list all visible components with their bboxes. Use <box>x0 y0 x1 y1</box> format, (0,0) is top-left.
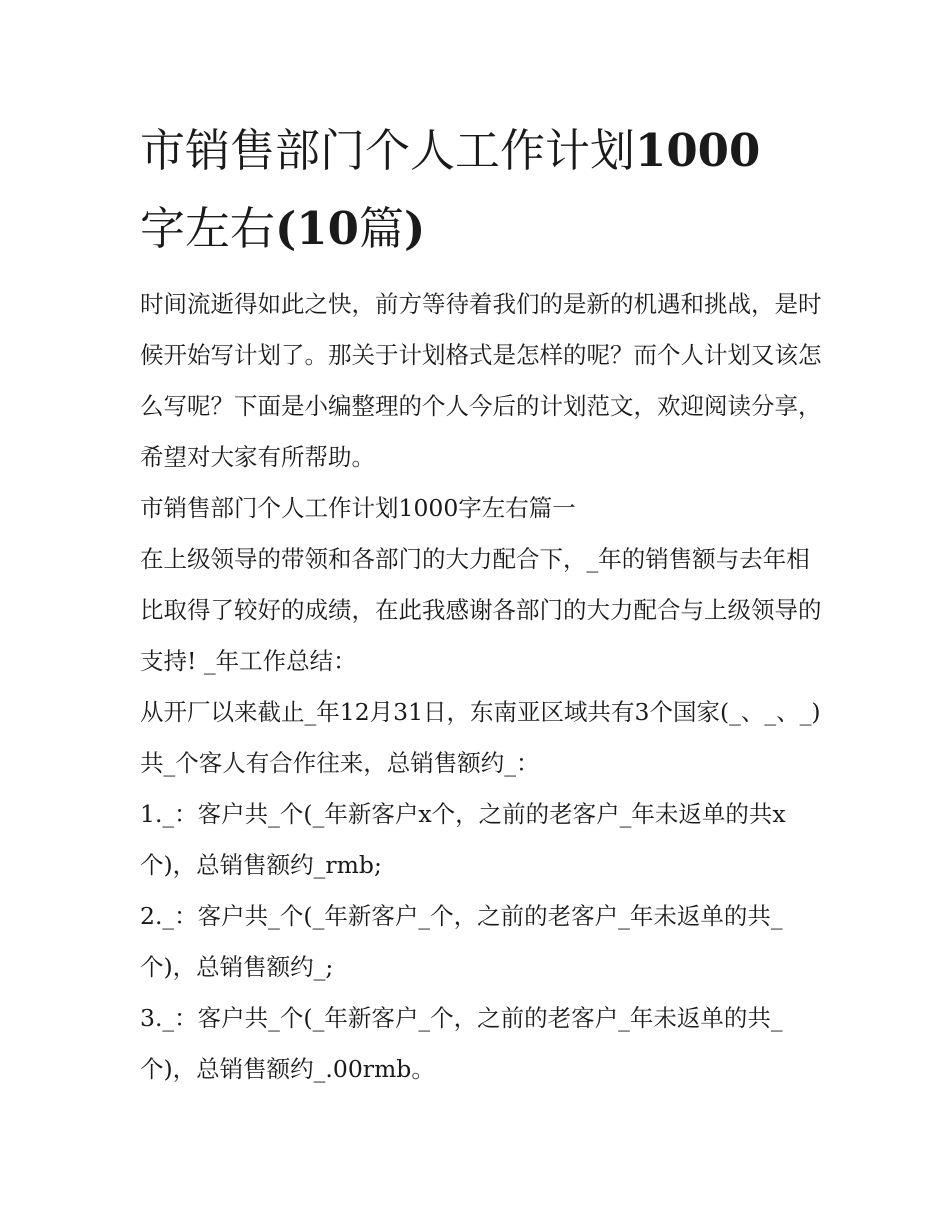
body-paragraph: 从开厂以来截止_年12月31日，东南亚区域共有3个国家(_、_、_)共_个客人有合作往来，总销售额约_： <box>140 698 821 777</box>
document-content <box>140 112 830 1095</box>
list-item: 1._：客户共_个(_年新客户x个，之前的老客户_年未返单的共x个)，总销售额约_rmb; <box>140 800 786 879</box>
body-paragraph: 在上级领导的带领和各部门的大力配合下，_年的销售额与去年相比取得了较好的成绩，在此我感谢各部门的大力配合与上级领导的支持! _年工作总结： <box>140 545 822 675</box>
title-part: ) <box>403 202 426 255</box>
document-title <box>140 112 830 268</box>
section-heading: 市销售部门个人工作计划1000字左右篇一 <box>140 494 576 522</box>
document-body <box>140 279 830 1095</box>
title-part: 篇 <box>358 202 404 255</box>
intro-paragraph: 时间流逝得如此之快，前方等待着我们的是新的机遇和挑战，是时候开始写计划了。那关于计划格式是怎样的呢？而个人计划又该怎么写呢？下面是小编整理的个人今后的计划范文，欢迎阅读分享，希望对大家有所帮助。 <box>140 290 822 471</box>
title-part: (10 <box>275 202 359 255</box>
list-item: 3._：客户共_个(_年新客户_个，之前的老客户_年未返单的共_个)，总销售额约_.00rmb。 <box>140 1004 783 1083</box>
list-item: 2._：客户共_个(_年新客户_个，之前的老客户_年未返单的共_个)，总销售额约_; <box>140 902 783 981</box>
title-part: 市销售部门个人工作计划 <box>140 124 636 177</box>
title-part: 1000 <box>635 124 761 177</box>
title-part: 字左右 <box>140 202 276 255</box>
